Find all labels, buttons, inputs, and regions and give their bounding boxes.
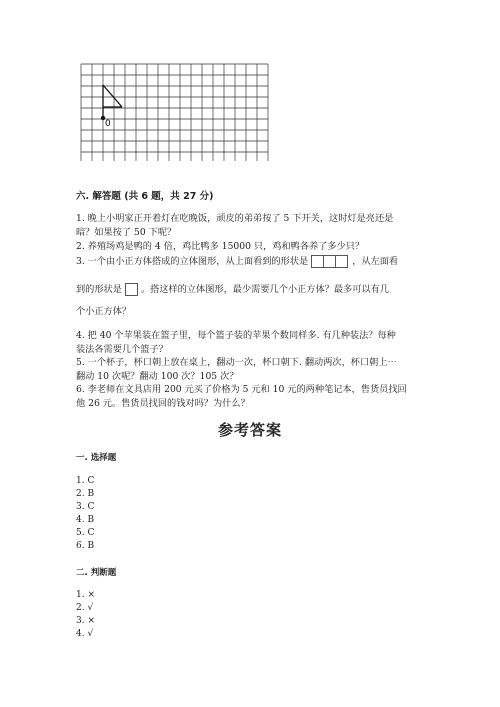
question-6-line-1: 6. 李老师在文具店用 200 元买了价格为 5 元和 10 元的两种笔记本，售货员找回 [76,384,407,395]
answer-item: 1. × [76,590,95,600]
question-3-line-2 [76,283,389,296]
answer-part-2-title: 二. 判断题 [76,568,117,578]
square-grid-figure [80,63,272,165]
question-3-text-b: ，从左面看 [352,256,399,267]
question-3-text-a: 3. 一个由小正方体搭成的立体图形，从上面看到的形状是 [76,256,309,267]
figure-diagonal-line [103,85,122,107]
question-3-text-d: 。搭这样的立体图形，最少需要几个小正方体？最多可以有几 [140,284,389,295]
answer-item: 3. × [76,616,95,626]
question-1-line-2: 暗？如果按了 50 下呢？ [76,227,177,238]
question-5-line-1: 5. 一个杯子，杯口朝上放在桌上，翻动一次，杯口朝下. 翻动两次，杯口朝上⋯ [76,357,397,368]
answer-item: 6. B [76,541,95,551]
section-six-title: 六. 解答题 (共 6 题，共 27 分) [76,191,214,202]
question-4-line-2: 装法各需要几个篮子？ [76,344,168,355]
answer-item: 1. C [76,476,95,486]
question-3-line-3: 个小正方体？ [76,306,132,317]
answer-item: 4. B [76,515,95,525]
grid-lines [81,64,268,161]
question-5-line-2: 翻动 10 次呢？翻动 100 次？105 次？ [76,371,239,382]
question-1-line-1: 1. 晚上小明家正开着灯在吃晚饭，顽皮的弟弟按了 5 下开关，这时灯是亮还是 [76,213,394,224]
top-view-three-squares [312,255,348,268]
answer-item: 3. C [76,502,95,512]
grid-svg [80,63,272,161]
question-2: 2. 养殖场鸡是鸭的 4 倍，鸡比鸭多 15000 只，鸡和鸭各养了多少只？ [76,241,365,252]
point-label: 0 [105,119,111,129]
answer-item: 4. √ [76,629,94,639]
answer-key-title: 参考答案 [217,421,282,439]
question-6-line-2: 他 26 元。售货员找回的钱对吗？为什么？ [76,398,250,409]
question-4-line-1: 4. 把 40 个苹果装在篮子里，每个篮子装的苹果个数同样多. 有几种装法？每种 [76,330,396,341]
answer-item: 5. C [76,528,95,538]
answer-item: 2. √ [76,603,94,613]
question-3-text-c: 到的形状是 [76,284,122,295]
answer-item: 2. B [76,489,95,499]
answer-part-1-title: 一. 选择题 [76,453,117,463]
square-cell [335,255,348,268]
left-view-single-square [125,283,138,296]
question-3-line-1 [76,255,398,268]
